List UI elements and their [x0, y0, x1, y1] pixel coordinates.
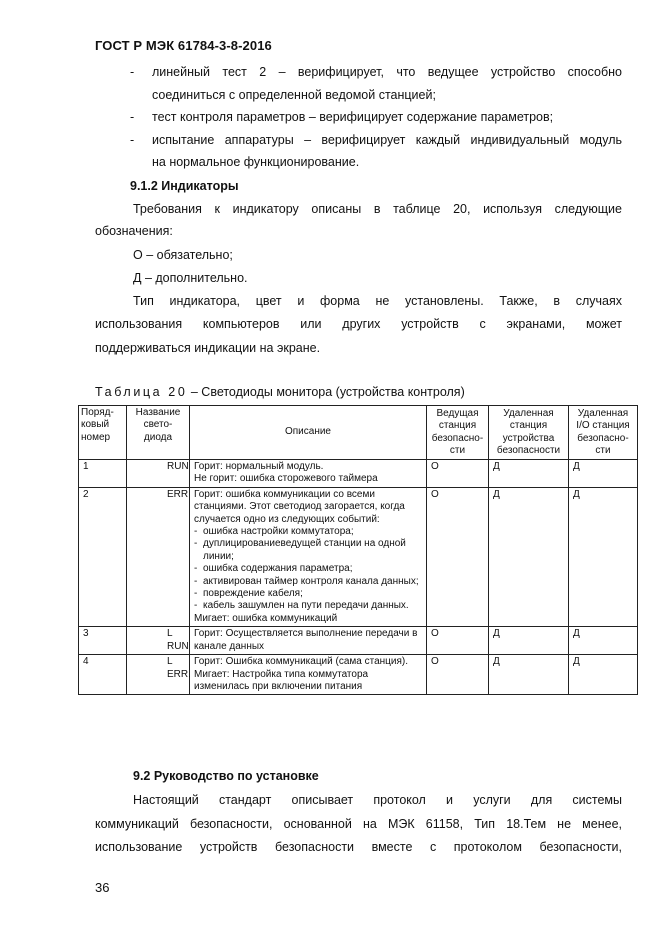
header-line: I/O станция — [576, 420, 630, 432]
cell-remote-io-station: Д — [569, 655, 638, 695]
list-item: - кабель зашумлен на пути передачи данных. — [194, 600, 422, 612]
cell-led-name: RUN — [127, 460, 190, 488]
header-line: станция — [438, 420, 477, 432]
header-line: сти — [595, 444, 611, 456]
led-table — [78, 405, 638, 695]
table-row — [79, 627, 638, 655]
header-line: Удаленная — [503, 407, 554, 419]
cell-led-name: ERR — [127, 487, 190, 626]
list-item — [130, 129, 622, 174]
list-item-text-continued: на нормальное функционирование. — [152, 155, 360, 169]
cell-led-name: L ERR. — [127, 655, 190, 695]
description-line: Горит: ошибка коммуникации со всеми станциями. Этот светодиод загорается, когда случается одно из следующих событий: — [194, 488, 405, 525]
cell-description — [190, 487, 427, 626]
cell-number: 2 — [79, 487, 127, 626]
table-row — [79, 655, 638, 695]
cell-lead-station: О — [427, 627, 489, 655]
table-row — [79, 487, 638, 626]
header-line: свето- — [143, 419, 173, 431]
cell-remote-station: Д — [489, 460, 569, 488]
col-header-description: Описание — [190, 406, 427, 460]
intro-paragraph-line: Требования к индикатору описаны в таблице 20, используя следующие — [133, 202, 622, 216]
indicator-paragraph-line: Тип индикатора, цвет и форма не установлены. Также, в случаях — [133, 294, 622, 308]
indicator-paragraph-line: поддерживаться индикации на экране. — [95, 341, 321, 355]
table-caption-label: Таблица 20 — [95, 385, 188, 399]
cell-remote-station: Д — [489, 627, 569, 655]
col-header-led-name — [127, 406, 190, 460]
installation-paragraph-line: использование устройств безопасности вместе с протоколом безопасности, — [95, 840, 622, 854]
test-list — [130, 61, 622, 174]
header-line: номер — [81, 431, 111, 443]
event-list — [194, 526, 422, 613]
cell-lead-station: О — [427, 460, 489, 488]
cell-description — [190, 655, 427, 695]
bullet-dash: - — [130, 132, 135, 147]
list-item-text: линейный тест 2 – верифицирует, что ведущее устройство способно — [152, 65, 622, 79]
description-line: Мигает: ошибка коммуникаций — [194, 612, 338, 624]
bullet-dash: - — [130, 65, 135, 79]
section-heading-92: 9.2 Руководство по установке — [133, 769, 319, 783]
header-line: Ведущая — [436, 407, 479, 419]
header-line: устройства — [502, 432, 555, 444]
list-item: - ошибка содержания параметра; — [194, 563, 422, 575]
cell-number: 4 — [79, 655, 127, 695]
header-line: Название — [135, 407, 181, 418]
cell-lead-station: О — [427, 487, 489, 626]
header-line: Удаленная — [577, 407, 629, 419]
header-line: ковый — [81, 419, 110, 431]
cell-remote-io-station: Д — [569, 460, 638, 488]
cell-number: 3 — [79, 627, 127, 655]
bullet-dash: - — [130, 110, 135, 124]
intro-paragraph-line: обозначения: — [95, 224, 173, 238]
col-header-number — [79, 406, 127, 460]
list-item: - активирован таймер контроля канала данных; — [194, 576, 422, 588]
list-item — [130, 61, 622, 106]
header-line: сти — [449, 444, 466, 456]
section-heading-912: 9.1.2 Индикаторы — [130, 179, 239, 193]
list-item-text: испытание аппаратуры – верифицирует каждый индивидуальный модуль — [152, 132, 622, 147]
col-header-lead-station — [427, 406, 489, 460]
list-item: - дуплицированиеведущей станции на одной линии; — [194, 538, 422, 563]
header-line: станция — [509, 420, 548, 432]
list-item: - повреждение кабеля; — [194, 588, 422, 600]
header-line: безопасно- — [431, 432, 484, 444]
installation-paragraph-line: коммуникаций безопасности, основанной на МЭК 61158, Тип 18.Тем не менее, — [95, 817, 622, 831]
table-row — [79, 460, 638, 488]
indicator-paragraph-line: использования компьютеров или других устройств с экранами, может — [95, 317, 622, 331]
cell-remote-io-station: Д — [569, 487, 638, 626]
cell-remote-station: Д — [489, 487, 569, 626]
cell-lead-station: О — [427, 655, 489, 695]
cell-description — [190, 627, 427, 655]
description-line: Мигает: Настройка типа коммутатора изменилась при включении питания — [194, 668, 369, 692]
cell-number: 1 — [79, 460, 127, 488]
table-header-row — [79, 406, 638, 460]
description-line: Не горит: ошибка сторожевого таймера — [194, 473, 378, 485]
definition-mandatory: О – обязательно; — [133, 248, 233, 262]
table-caption-text: – Светодиоды монитора (устройства контроля) — [187, 385, 465, 399]
page-number: 36 — [95, 880, 110, 895]
description-line: Горит: Ошибка коммуникаций (сама станция). — [194, 656, 408, 668]
definition-optional: Д – дополнительно. — [133, 271, 248, 285]
list-item — [130, 106, 622, 129]
header-line: Поряд- — [81, 407, 114, 418]
description-line: Горит: Осуществляется выполнение передачи в канале данных — [194, 628, 418, 652]
header-line: безопасно- — [577, 432, 629, 444]
col-header-remote-station — [489, 406, 569, 460]
description-line: Горит: нормальный модуль. — [194, 461, 324, 472]
header-line: безопасности — [496, 444, 561, 456]
list-item-text-continued: соединиться с определенной ведомой станцией; — [152, 87, 436, 102]
list-item: - ошибка настройки коммутатора; — [194, 526, 422, 538]
cell-led-name: L RUN — [127, 627, 190, 655]
document-header: ГОСТ Р МЭК 61784-3-8-2016 — [95, 38, 272, 53]
list-item-text: тест контроля параметров – верифицирует содержание параметров; — [152, 110, 554, 124]
cell-remote-station: Д — [489, 655, 569, 695]
cell-remote-io-station: Д — [569, 627, 638, 655]
table-caption — [95, 385, 465, 399]
header-line: диода — [143, 431, 173, 443]
cell-description — [190, 460, 427, 488]
col-header-remote-io-station — [569, 406, 638, 460]
installation-paragraph-line: Настоящий стандарт описывает протокол и услуги для системы — [133, 793, 622, 807]
